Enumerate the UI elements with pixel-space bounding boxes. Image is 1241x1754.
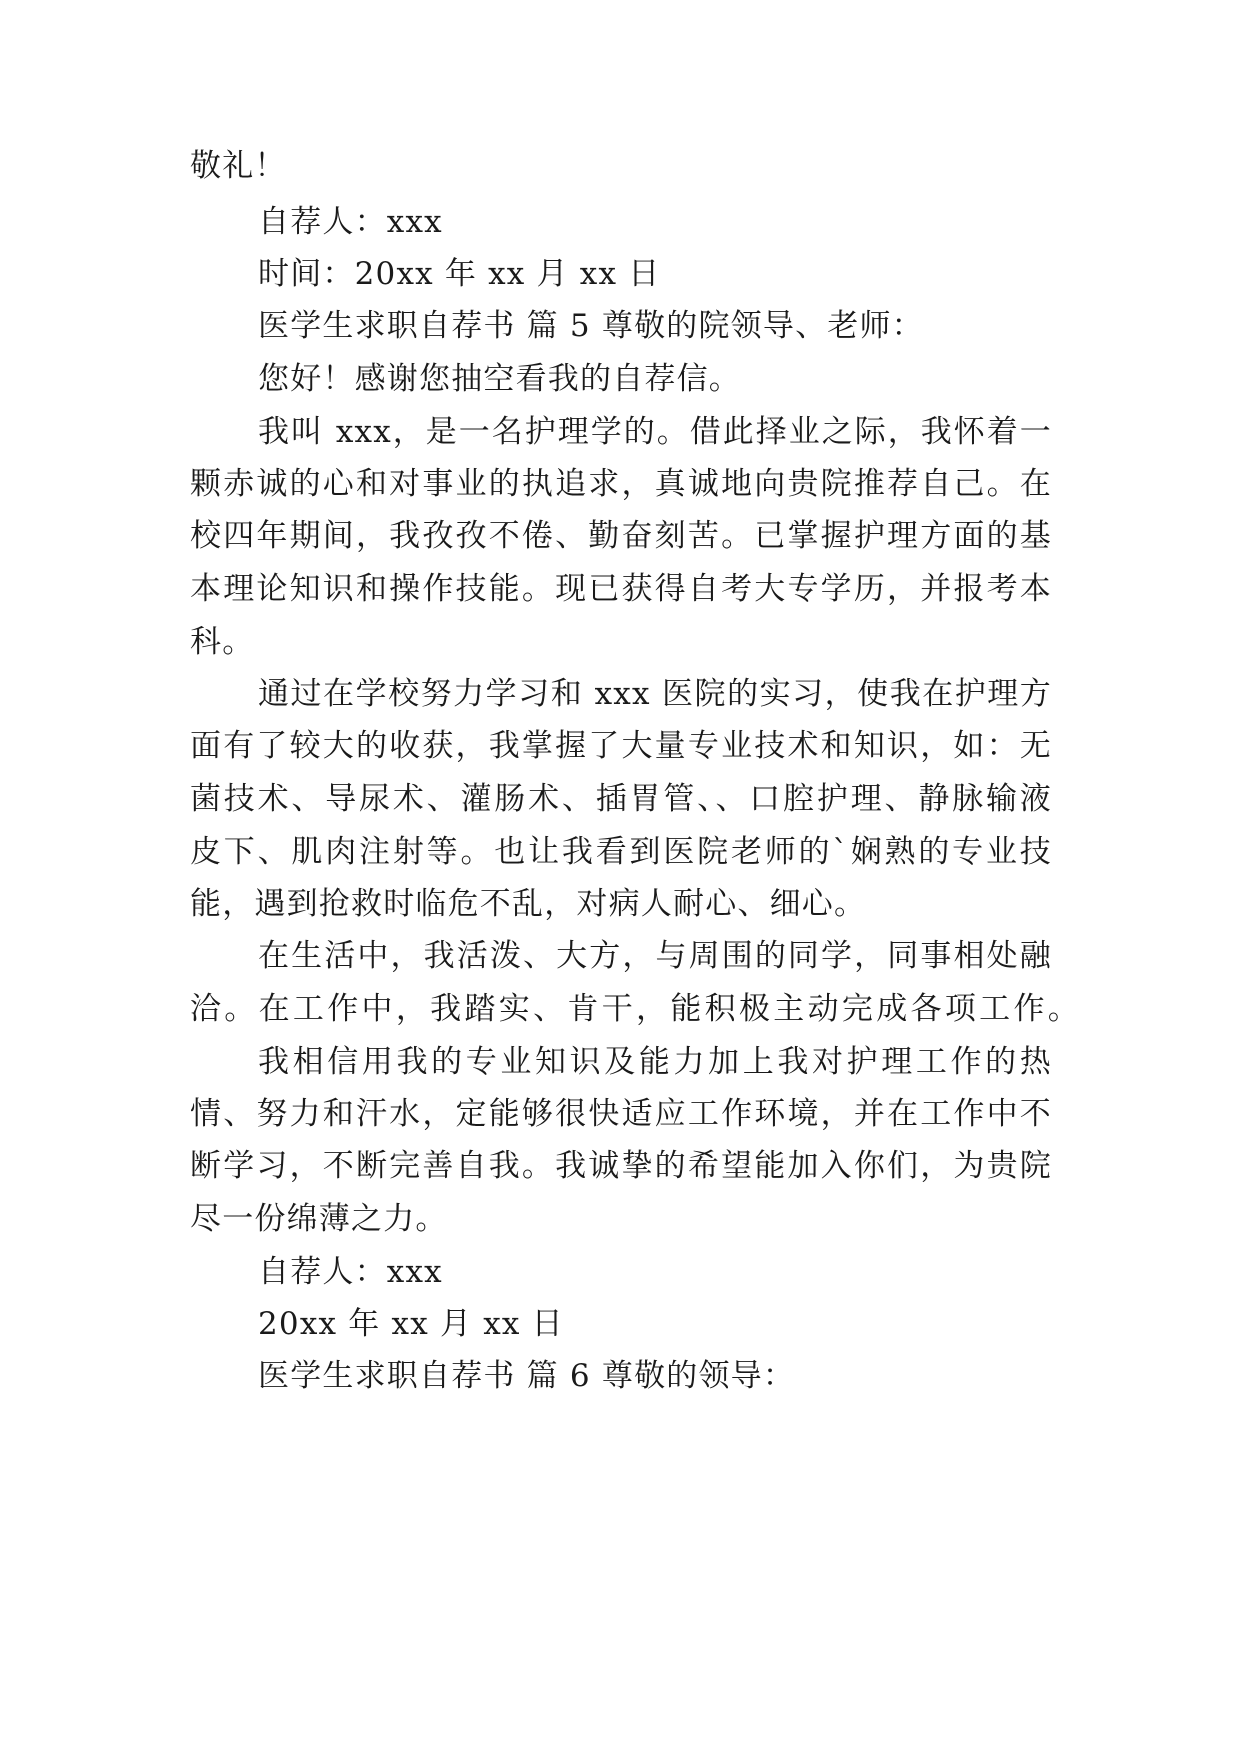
signature-line: 自荐人：xxx [258,204,443,240]
paragraph-line: 皮下、肌肉注射等。也让我看到医院老师的`娴熟的专业技 [190,834,1052,870]
paragraph-line: 尽一份绵薄之力。 [190,1201,448,1237]
paragraph-line: 通过在学校努力学习和 xxx 医院的实习，使我在护理方 [258,676,1052,712]
section-heading-5: 医学生求职自荐书 篇 5 尊敬的院领导、老师： [258,308,924,344]
paragraph-line: 情、努力和汗水，定能够很快适应工作环境，并在工作中不 [190,1096,1052,1132]
paragraph-line: 科。 [190,624,255,660]
paragraph-line: 能，遇到抢救时临危不乱，对病人耐心、细心。 [190,886,867,922]
paragraph-line: 菌技术、导尿术、灌肠术、插胃管、、口腔护理、静脉输液 [190,781,1052,817]
paragraph-line: 面有了较大的收获，我掌握了大量专业技术和知识，如：无 [190,728,1052,764]
paragraph-line: 在生活中，我活泼、大方，与周围的同学，同事相处融 [258,938,1052,974]
paragraph-line: 本理论知识和操作技能。现已获得自考大专学历，并报考本 [190,571,1052,607]
paragraph-line: 洽。在工作中，我踏实、肯干，能积极主动完成各项工作。 [190,991,1080,1027]
paragraph-line: 颗赤诚的心和对事业的执追求，真诚地向贵院推荐自己。在 [190,466,1052,502]
section-heading-6: 医学生求职自荐书 篇 6 尊敬的领导： [258,1358,796,1394]
paragraph-line: 校四年期间，我孜孜不倦、勤奋刻苦。已掌握护理方面的基 [190,518,1052,554]
paragraph-line: 我叫 xxx，是一名护理学的。借此择业之际，我怀着一 [258,414,1052,450]
signature-line: 自荐人：xxx [258,1254,443,1290]
date-line: 20xx 年 xx 月 xx 日 [258,1306,564,1342]
greeting-line: 您好！感谢您抽空看我的自荐信。 [258,361,741,397]
paragraph-line: 断学习，不断完善自我。我诚挚的希望能加入你们，为贵院 [190,1148,1052,1184]
closing-salutation: 敬礼！ [190,148,287,184]
paragraph-line: 我相信用我的专业知识及能力加上我对护理工作的热 [258,1044,1052,1080]
date-line: 时间：20xx 年 xx 月 xx 日 [258,256,661,292]
